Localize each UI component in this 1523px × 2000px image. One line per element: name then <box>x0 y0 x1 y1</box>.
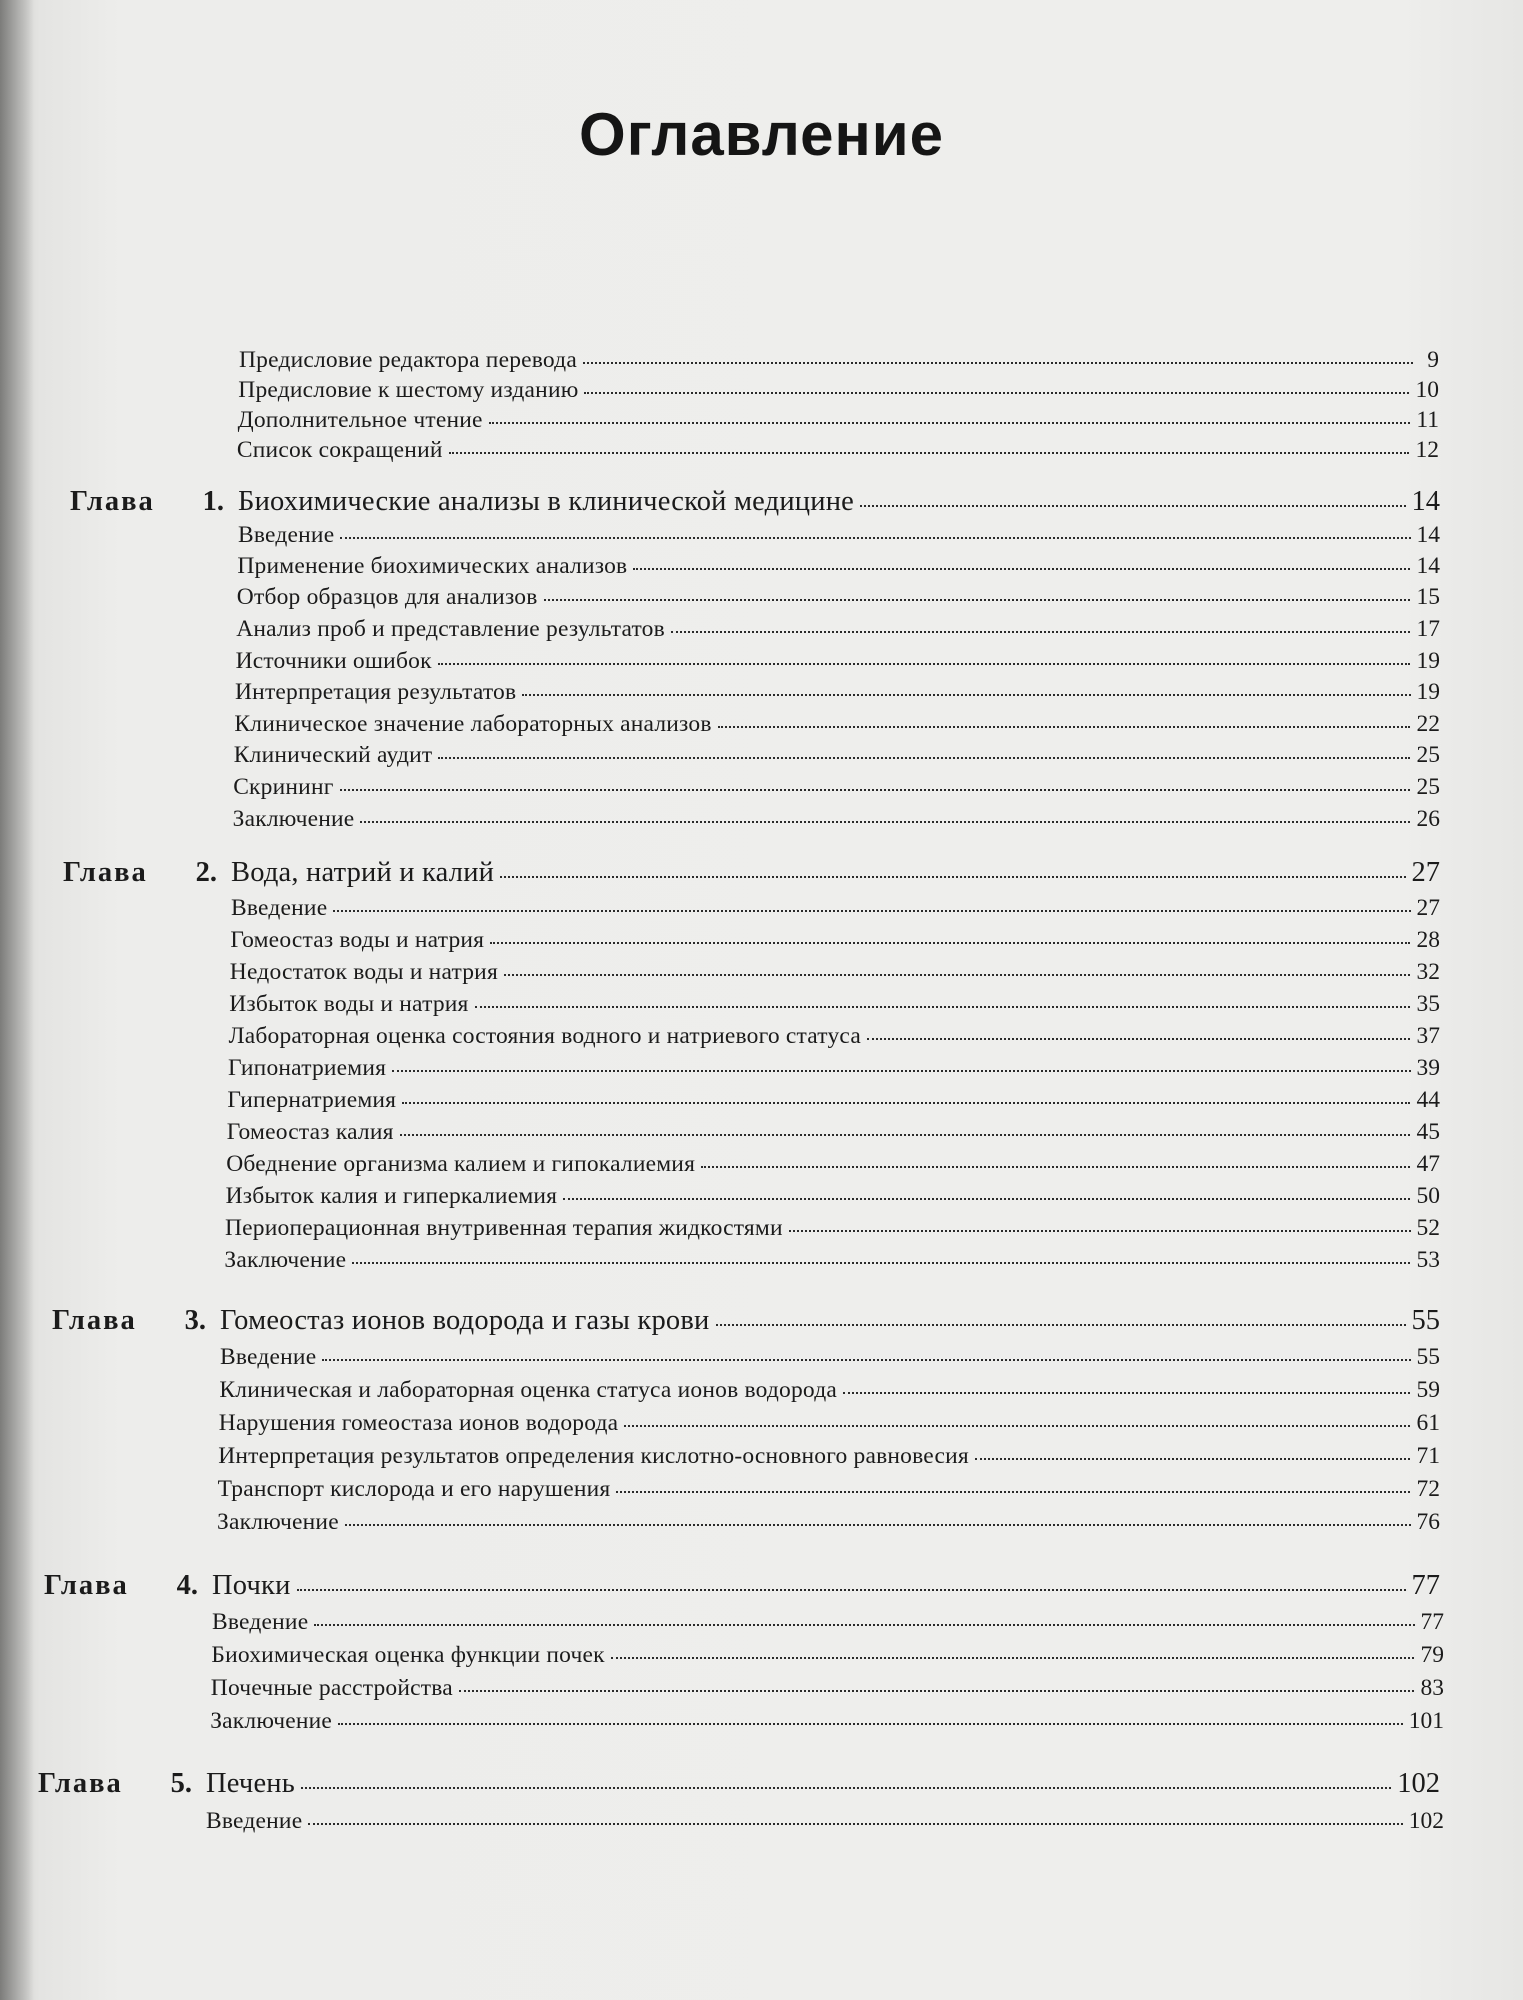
toc-entry-title: Интерпретация результатов определения кислотно-основного равновесия <box>218 1443 969 1469</box>
toc-entry-title: Заключение <box>224 1247 347 1273</box>
toc-entry <box>225 1213 1440 1243</box>
toc-entry-title: Клиническое значение лабораторных анализов <box>234 711 712 737</box>
chapter-label: Глава <box>63 857 148 888</box>
toc-entry-title: Дополнительное чтение <box>237 407 483 433</box>
toc-entry-page: 47 <box>1416 1151 1440 1177</box>
toc-entry <box>211 1673 1444 1703</box>
toc-entry-title: Клиническая и лабораторная оценка статуса ионов водорода <box>219 1377 837 1403</box>
toc-entry-page: 39 <box>1416 1055 1440 1081</box>
dot-leader <box>475 1004 1411 1008</box>
toc-entry-title: Заключение <box>210 1708 333 1734</box>
toc-entry-page: 28 <box>1416 927 1440 953</box>
dot-leader <box>867 1036 1411 1040</box>
toc-entry <box>238 375 1439 405</box>
toc-entry <box>226 1149 1440 1179</box>
dot-leader <box>338 1721 1403 1725</box>
dot-leader <box>789 1228 1411 1232</box>
dot-leader <box>345 1522 1411 1526</box>
toc-entry <box>211 1640 1444 1670</box>
toc-entry-page: 14 <box>1416 553 1440 579</box>
toc-entry-title: Заключение <box>232 806 355 832</box>
toc-entry-page: 19 <box>1416 648 1440 674</box>
dot-leader <box>322 1357 1410 1361</box>
toc-entry <box>229 989 1440 1019</box>
dot-leader <box>616 1489 1410 1493</box>
chapter-number: 1. <box>202 486 224 517</box>
toc-entry-title: Источники ошибок <box>235 648 432 674</box>
dot-leader <box>633 566 1410 570</box>
dot-leader <box>340 787 1411 791</box>
toc-entry <box>229 1021 1440 1051</box>
toc-entry-page: 61 <box>1416 1410 1440 1436</box>
toc-entry <box>238 405 1439 435</box>
dot-leader <box>500 874 1405 878</box>
toc-entry <box>217 1507 1440 1537</box>
toc-entry <box>218 1474 1440 1504</box>
chapter-label: Глава <box>52 1305 137 1336</box>
chapter-page: 14 <box>1411 486 1440 517</box>
toc-entry-page: 25 <box>1416 742 1440 768</box>
toc-entry-title: Применение биохимических анализов <box>237 553 628 579</box>
toc-entry <box>238 520 1440 550</box>
toc-entry-title: Заключение <box>217 1509 339 1535</box>
toc-entry <box>235 677 1440 707</box>
toc-entry <box>233 772 1440 802</box>
chapter-label: Глава <box>44 1570 129 1601</box>
chapter-label: Глава <box>38 1768 123 1799</box>
toc-entry-title: Предисловие редактора перевода <box>239 347 577 373</box>
toc-entry-page: 12 <box>1415 437 1439 463</box>
toc-entry-title: Клинический аудит <box>233 742 433 768</box>
dot-leader <box>490 940 1410 944</box>
toc-entry-title: Анализ проб и представление результатов <box>236 616 665 642</box>
toc-entry-page: 9 <box>1427 347 1439 373</box>
dot-leader <box>301 1785 1391 1789</box>
toc-entry <box>212 1607 1444 1637</box>
chapter-number: 3. <box>184 1305 206 1336</box>
toc-entry-title: Введение <box>231 895 328 921</box>
dot-leader <box>718 724 1411 728</box>
toc-entry-title: Избыток воды и натрия <box>229 991 469 1017</box>
toc-entry-page: 17 <box>1416 616 1440 642</box>
toc-entry-title: Транспорт кислорода и его нарушения <box>217 1476 611 1502</box>
chapter-number: 2. <box>195 857 217 888</box>
toc-entry-page: 59 <box>1416 1377 1440 1403</box>
dot-leader <box>489 420 1411 424</box>
toc-entry-page: 15 <box>1416 584 1440 610</box>
toc-entry-page: 22 <box>1416 711 1440 737</box>
toc-entry <box>231 893 1440 923</box>
toc-entry-page: 71 <box>1416 1443 1440 1469</box>
chapter-page: 102 <box>1397 1768 1440 1799</box>
toc-entry-page: 52 <box>1416 1215 1440 1241</box>
dot-leader <box>340 535 1410 539</box>
toc-entry-title: Скрининг <box>233 774 334 800</box>
toc-entry-page: 27 <box>1416 895 1440 921</box>
toc-entry <box>237 435 1439 465</box>
dot-leader <box>360 819 1410 823</box>
toc-entry <box>226 1181 1440 1211</box>
dot-leader <box>671 629 1411 633</box>
chapter-row <box>44 1568 1440 1604</box>
toc-entry-page: 77 <box>1420 1609 1444 1635</box>
toc-entry-title: Гипонатриемия <box>228 1055 387 1081</box>
chapter-title: Гомеостаз ионов водорода и газы крови <box>220 1305 710 1336</box>
toc-entry-page: 45 <box>1416 1119 1440 1145</box>
dot-leader <box>701 1164 1410 1168</box>
toc-entry <box>218 1441 1440 1471</box>
chapter-title: Биохимические анализы в клинической медицине <box>238 486 855 517</box>
toc-entry-title: Введение <box>220 1344 317 1370</box>
dot-leader <box>352 1260 1410 1264</box>
dot-leader <box>860 503 1405 507</box>
dot-leader <box>583 360 1413 364</box>
toc-entry-title: Периоперационная внутривенная терапия жидкостями <box>225 1215 783 1241</box>
dot-leader <box>297 1587 1406 1591</box>
toc-entry-page: 19 <box>1416 679 1440 705</box>
chapter-page: 77 <box>1411 1570 1440 1601</box>
dot-leader <box>449 450 1410 454</box>
dot-leader <box>611 1655 1415 1659</box>
dot-leader <box>544 597 1411 601</box>
chapter-head <box>63 855 231 891</box>
toc-entry-page: 11 <box>1416 407 1439 433</box>
chapter-number: 5. <box>170 1768 192 1799</box>
page-title: Оглавление <box>579 101 944 168</box>
toc-entry <box>227 1117 1440 1147</box>
toc-entry <box>230 957 1440 987</box>
toc-entry <box>234 740 1440 770</box>
toc-entry-title: Избыток калия и гиперкалиемия <box>225 1183 558 1209</box>
toc-entry-title: Введение <box>212 1609 309 1635</box>
toc-entry <box>237 582 1440 612</box>
toc-entry-page: 26 <box>1416 806 1440 832</box>
toc-entry-page: 50 <box>1416 1183 1440 1209</box>
dot-leader <box>459 1688 1415 1692</box>
toc-entry-page: 35 <box>1416 991 1440 1017</box>
toc-entry <box>237 551 1440 581</box>
toc-entry <box>239 345 1439 375</box>
toc-entry-title: Отбор образцов для анализов <box>236 584 538 610</box>
dot-leader <box>308 1821 1402 1825</box>
toc-entry-page: 53 <box>1416 1247 1440 1273</box>
toc-entry <box>236 614 1440 644</box>
toc-entry <box>219 1375 1440 1405</box>
dot-leader <box>563 1196 1410 1200</box>
chapter-row <box>52 1303 1440 1339</box>
toc-entry <box>230 925 1440 955</box>
toc-entry-title: Гипернатриемия <box>227 1087 397 1113</box>
toc-entry-title: Почечные расстройства <box>210 1675 453 1701</box>
toc-entry <box>206 1806 1444 1836</box>
toc-entry-page: 83 <box>1420 1675 1444 1701</box>
toc-entry-page: 76 <box>1416 1509 1440 1535</box>
dot-leader <box>438 755 1410 759</box>
toc-entry-title: Введение <box>238 522 335 548</box>
toc-entry-page: 10 <box>1415 377 1439 403</box>
chapter-row <box>70 484 1440 520</box>
dot-leader <box>584 390 1409 394</box>
dot-leader <box>400 1132 1411 1136</box>
toc-entry-page: 32 <box>1416 959 1440 985</box>
chapter-head <box>38 1766 206 1802</box>
chapter-page: 55 <box>1411 1305 1440 1336</box>
toc-entry-page: 79 <box>1420 1642 1444 1668</box>
chapter-row <box>38 1766 1440 1802</box>
dot-leader <box>624 1423 1410 1427</box>
chapter-title: Почки <box>212 1570 291 1601</box>
toc-entry <box>219 1408 1440 1438</box>
toc-entry-page: 37 <box>1416 1023 1440 1049</box>
toc-entry-title: Гомеостаз воды и натрия <box>230 927 485 953</box>
toc-entry <box>227 1085 1440 1115</box>
chapter-head <box>44 1568 212 1604</box>
chapter-head <box>70 484 238 520</box>
toc-entry-title: Введение <box>206 1808 303 1834</box>
toc-entry-title: Недостаток воды и натрия <box>229 959 498 985</box>
toc-entry <box>228 1053 1440 1083</box>
toc-entry-title: Нарушения гомеостаза ионов водорода <box>218 1410 619 1436</box>
dot-leader <box>716 1322 1406 1326</box>
toc-entry-title: Интерпретация результатов <box>235 679 517 705</box>
toc-entry <box>220 1342 1440 1372</box>
chapter-page: 27 <box>1411 857 1440 888</box>
dot-leader <box>438 661 1411 665</box>
dot-leader <box>843 1390 1410 1394</box>
toc-entry-page: 25 <box>1416 774 1440 800</box>
toc-entry-page: 72 <box>1416 1476 1440 1502</box>
toc-entry-title: Обеднение организма калием и гипокалиемия <box>226 1151 696 1177</box>
toc-entry-title: Список сокращений <box>236 437 443 463</box>
toc-entry-title: Предисловие к шестому изданию <box>238 377 579 403</box>
chapter-number: 4. <box>176 1570 198 1601</box>
toc-entry <box>224 1245 1440 1275</box>
dot-leader <box>333 908 1410 912</box>
dot-leader <box>522 692 1410 696</box>
dot-leader <box>975 1456 1411 1460</box>
chapter-row <box>63 855 1440 891</box>
dot-leader <box>314 1622 1414 1626</box>
toc-entry-page: 14 <box>1416 522 1440 548</box>
dot-leader <box>392 1068 1410 1072</box>
toc-entry-page: 102 <box>1408 1808 1444 1834</box>
chapter-title: Вода, натрий и калий <box>231 857 495 888</box>
toc-entry-title: Гомеостаз калия <box>226 1119 394 1145</box>
toc-entry-page: 55 <box>1416 1344 1440 1370</box>
dot-leader <box>402 1100 1410 1104</box>
toc-entry-title: Лабораторная оценка состояния водного и натриевого статуса <box>228 1023 861 1049</box>
toc-entry <box>210 1706 1444 1736</box>
chapter-label: Глава <box>70 486 155 517</box>
toc-entry-page: 101 <box>1408 1708 1444 1734</box>
toc-entry <box>236 646 1440 676</box>
chapter-title: Печень <box>206 1768 295 1799</box>
dot-leader <box>504 972 1411 976</box>
toc-entry <box>233 804 1440 834</box>
chapter-head <box>52 1303 220 1339</box>
toc-entry <box>234 709 1440 739</box>
toc-entry-title: Биохимическая оценка функции почек <box>211 1642 605 1668</box>
toc-entry-page: 44 <box>1416 1087 1440 1113</box>
